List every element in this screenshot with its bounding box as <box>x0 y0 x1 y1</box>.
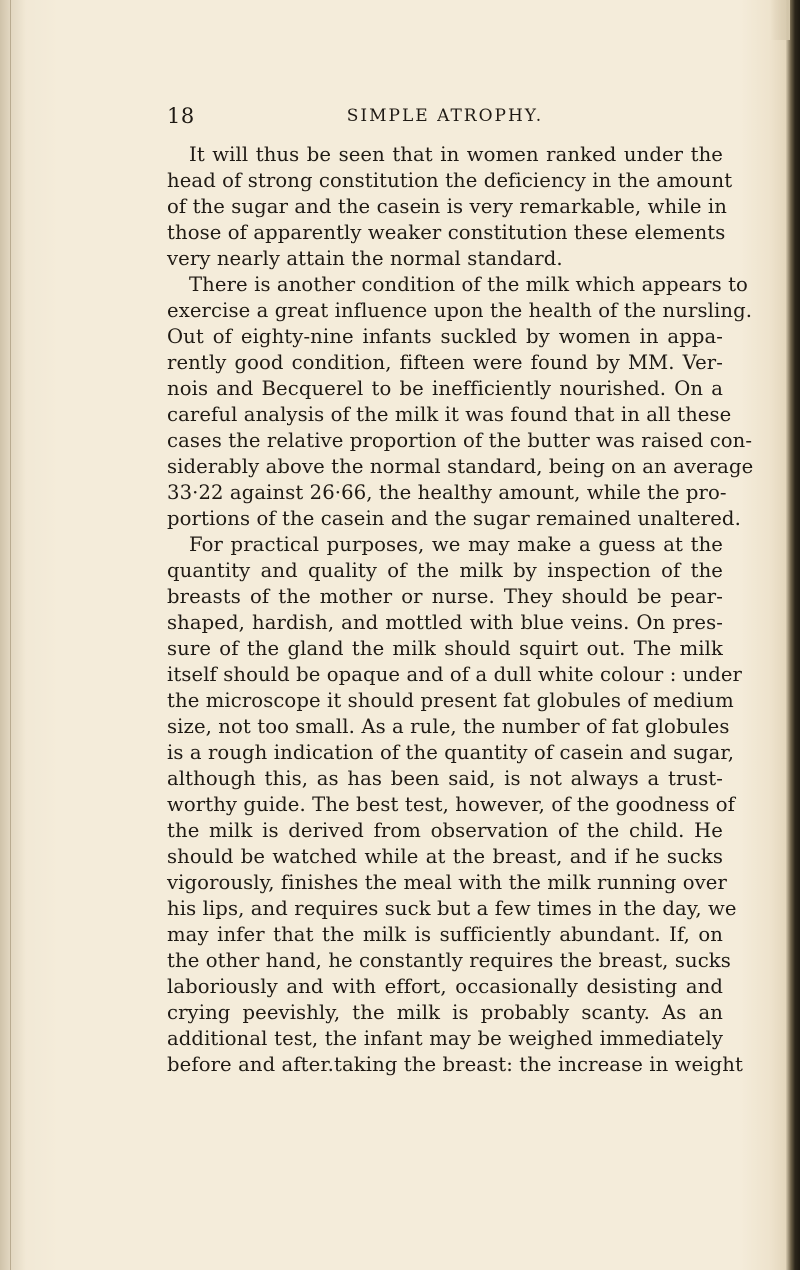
text-line: head of strong constitution the deficiency in the amount <box>167 169 733 192</box>
text-line: breasts of the mother or nurse. They should be pear- <box>167 585 723 608</box>
text-line: There is another condition of the milk which appears to <box>189 273 748 296</box>
binding-shadow <box>0 0 26 1270</box>
body-text <box>167 142 754 1078</box>
text-line: careful analysis of the milk it was found that in all these <box>167 403 732 426</box>
text-line: cases the relative proportion of the butter was raised con- <box>167 429 753 452</box>
text-line: quantity and quality of the milk by inspection of the <box>167 559 723 582</box>
text-line: the microscope it should present fat globules of medium <box>167 689 734 712</box>
text-line: siderably above the normal standard, being on an average <box>167 455 754 478</box>
page-edge-right <box>786 0 800 1270</box>
text-line: vigorously, finishes the meal with the milk running over <box>167 871 727 894</box>
text-line: additional test, the infant may be weighed immediately <box>167 1027 723 1050</box>
text-line: nois and Becquerel to be inefficiently nourished. On a <box>167 377 723 400</box>
text-line: laboriously and with effort, occasionally desisting and <box>167 975 723 998</box>
binding-edge <box>10 0 11 1270</box>
running-head: SIMPLE ATROPHY. <box>346 106 544 126</box>
text-line: For practical purposes, we may make a guess at the <box>189 533 723 556</box>
text-line: portions of the casein and the sugar remained unaltered. <box>167 507 741 530</box>
text-line: the other hand, he constantly requires the breast, sucks <box>167 949 731 972</box>
text-line: very nearly attain the normal standard. <box>167 247 563 270</box>
text-line: may infer that the milk is sufficiently abundant. If, on <box>167 923 723 946</box>
text-line: his lips, and requires suck but a few times in the day, we <box>167 897 737 920</box>
text-line: It will thus be seen that in women ranked under the <box>189 143 723 166</box>
text-line: is a rough indication of the quantity of casein and sugar, <box>167 741 735 764</box>
text-line: Out of eighty-nine infants suckled by women in appa- <box>167 325 723 348</box>
text-line: shaped, hardish, and mottled with blue veins. On pres- <box>167 611 723 634</box>
text-line: exercise a great influence upon the health of the nursling. <box>167 299 753 322</box>
text-line: sure of the gland the milk should squirt out. The milk <box>167 637 723 660</box>
text-line: the milk is derived from observation of the child. He <box>167 819 723 842</box>
text-line: before and after.taking the breast: the increase in weight <box>167 1053 743 1076</box>
text-line: rently good condition, fifteen were found by MM. Ver- <box>167 351 723 374</box>
text-line: should be watched while at the breast, and if he sucks <box>167 845 723 868</box>
text-line: worthy guide. The best test, however, of the goodness of <box>167 793 736 816</box>
text-line: 33·22 against 26·66, the healthy amount, while the pro- <box>167 481 727 504</box>
text-line: although this, as has been said, is not always a trust- <box>167 767 723 790</box>
page-number: 18 <box>167 104 195 128</box>
text-line: size, not too small. As a rule, the number of fat globules <box>167 715 730 738</box>
page-edge-highlight <box>770 0 790 40</box>
text-line: itself should be opaque and of a dull white colour : under <box>167 663 742 686</box>
text-line: those of apparently weaker constitution these elements <box>167 221 726 244</box>
text-line: crying peevishly, the milk is probably scanty. As an <box>167 1001 723 1024</box>
page-header <box>167 104 723 138</box>
text-line: of the sugar and the casein is very remarkable, while in <box>167 195 728 218</box>
